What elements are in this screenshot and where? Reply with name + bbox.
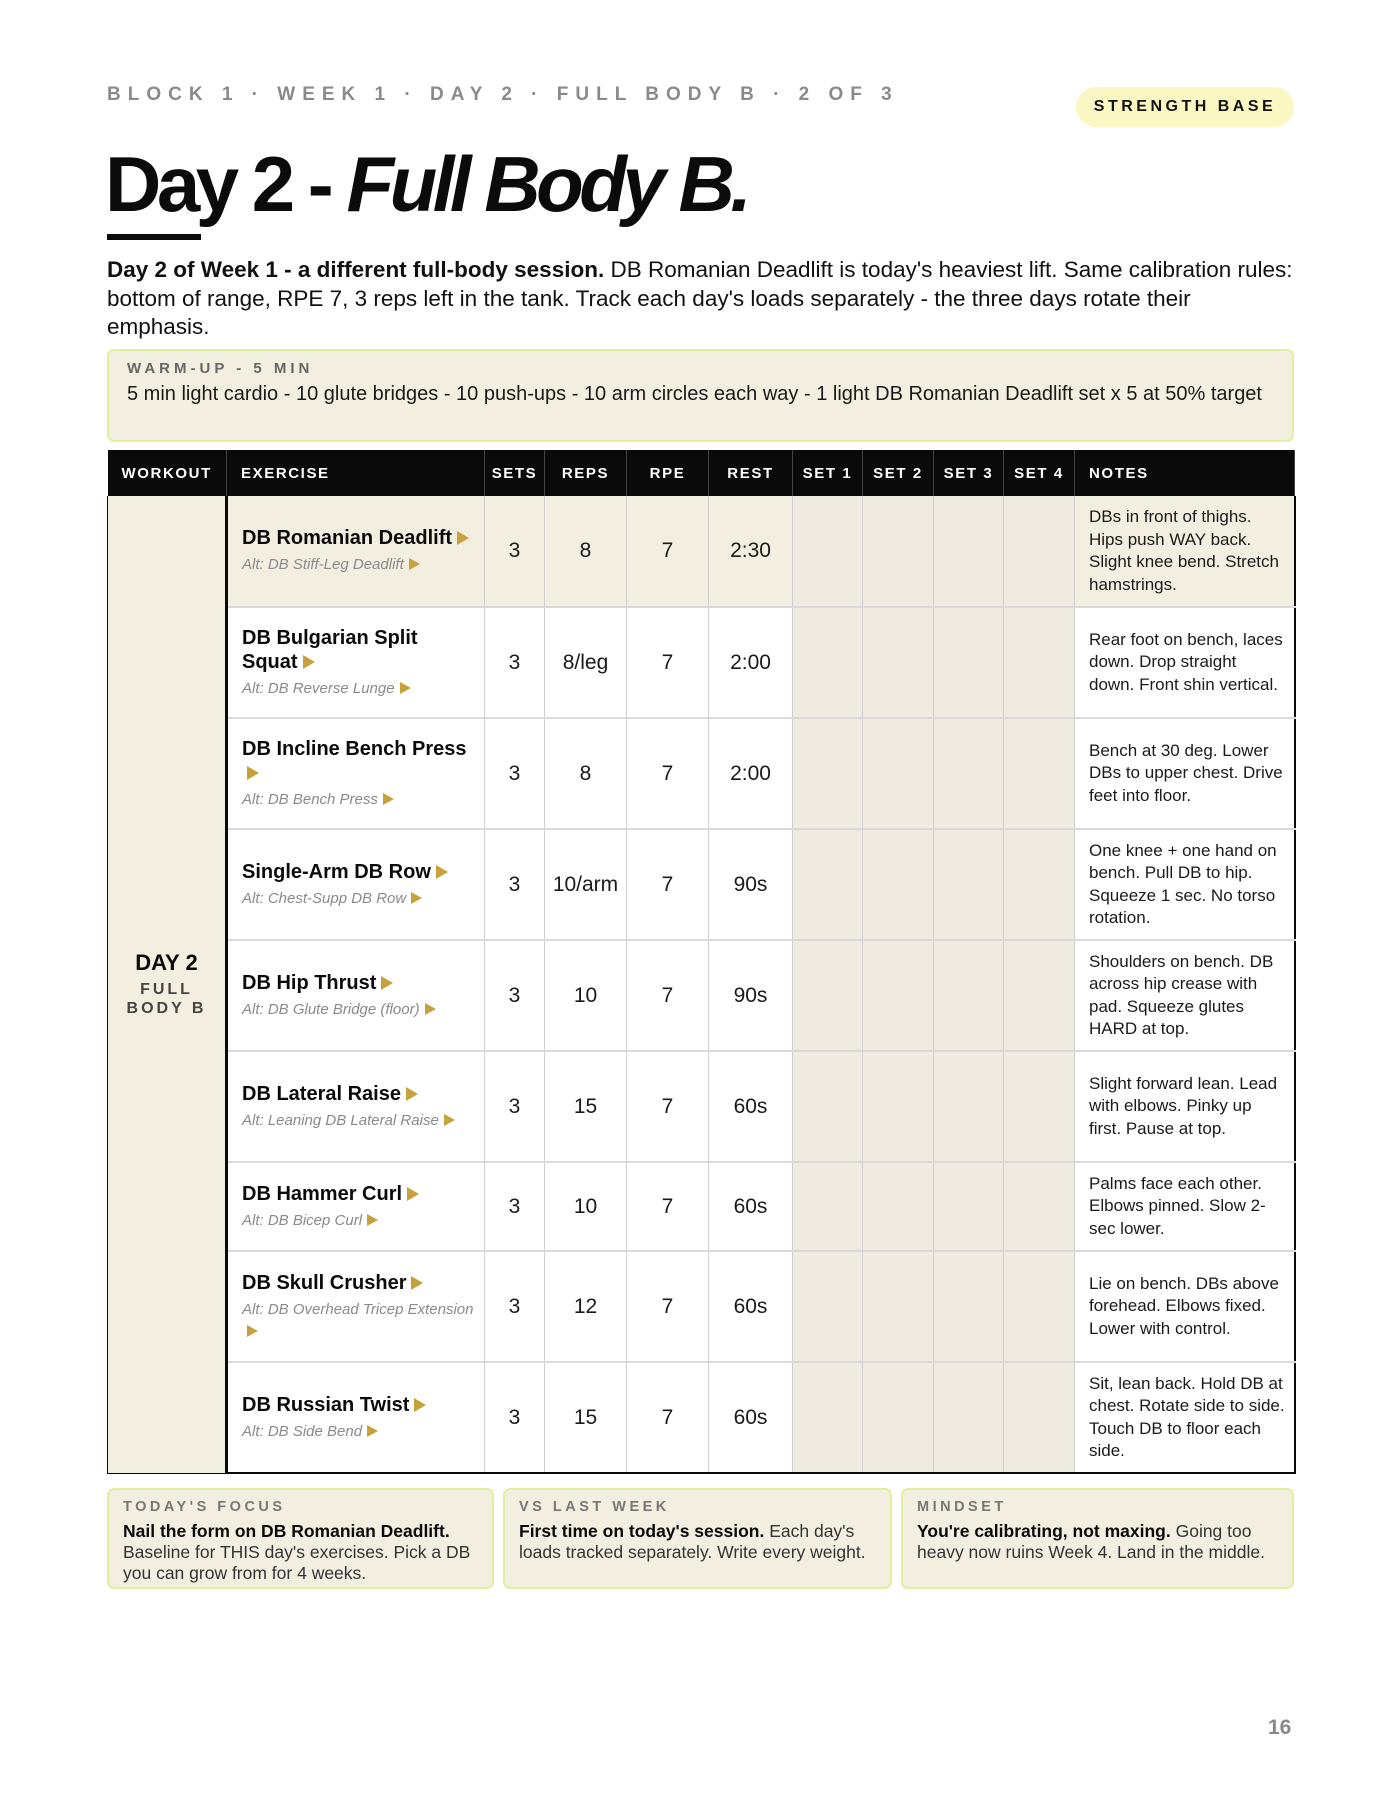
- col-exercise: EXERCISE: [227, 450, 485, 496]
- set-3-entry[interactable]: [934, 718, 1004, 829]
- set-1-entry[interactable]: [793, 1162, 863, 1251]
- play-icon[interactable]: [303, 655, 315, 669]
- rpe-cell: 7: [627, 1251, 709, 1362]
- exercise-alt: Alt: DB Side Bend: [242, 1421, 478, 1443]
- focus-text: Nail the form on DB Romanian Deadlift. Baseline for THIS day's exercises. Pick a DB you can grow from for 4 weeks.: [123, 1521, 471, 1583]
- rest-cell: 90s: [709, 940, 793, 1051]
- mindset-card: [901, 1488, 1294, 1589]
- table-row: [108, 1251, 1295, 1362]
- play-icon[interactable]: [425, 1003, 436, 1015]
- notes-cell: DBs in front of thighs. Hips push WAY back. Slight knee bend. Stretch hamstrings.: [1075, 496, 1295, 607]
- play-icon[interactable]: [247, 1325, 258, 1337]
- sets-cell: 3: [485, 496, 545, 607]
- exercise-name: DB Incline Bench Press: [242, 737, 478, 785]
- col-set-3: SET 3: [934, 450, 1004, 496]
- vs-last-week-label: VS LAST WEEK: [519, 1499, 670, 1515]
- exercise-cell: [227, 496, 485, 607]
- set-4-entry[interactable]: [1004, 607, 1075, 718]
- set-2-entry[interactable]: [863, 1251, 934, 1362]
- col-workout: WORKOUT: [108, 450, 227, 496]
- set-3-entry[interactable]: [934, 496, 1004, 607]
- workout-table: [107, 450, 1296, 1474]
- set-3-entry[interactable]: [934, 1162, 1004, 1251]
- exercise-alt: Alt: DB Stiff-Leg Deadlift: [242, 554, 478, 576]
- set-3-entry[interactable]: [934, 1051, 1004, 1162]
- notes-cell: Sit, lean back. Hold DB at chest. Rotate side to side. Touch DB to floor each side.: [1075, 1362, 1295, 1473]
- exercise-name: DB Hip Thrust: [242, 971, 478, 995]
- workout-day-cell: [108, 496, 227, 1473]
- vs-last-week-text: First time on today's session. Each day's loads tracked separately. Write every weight.: [519, 1521, 866, 1562]
- workout-day-label: DAY 2: [135, 950, 198, 976]
- workout-sub-line-2: BODY B: [126, 1000, 207, 1018]
- rpe-cell: 7: [627, 496, 709, 607]
- rest-cell: 90s: [709, 829, 793, 940]
- col-reps: REPS: [545, 450, 627, 496]
- set-1-entry[interactable]: [793, 829, 863, 940]
- rpe-cell: 7: [627, 1362, 709, 1473]
- sets-cell: 3: [485, 940, 545, 1051]
- reps-cell: 12: [545, 1251, 627, 1362]
- col-set-2: SET 2: [863, 450, 934, 496]
- col-sets: SETS: [485, 450, 545, 496]
- sets-cell: 3: [485, 1162, 545, 1251]
- exercise-alt: Alt: Chest-Supp DB Row: [242, 888, 478, 910]
- exercise-cell: [227, 1362, 485, 1473]
- reps-cell: 8: [545, 496, 627, 607]
- sets-cell: 3: [485, 607, 545, 718]
- exercise-name: DB Hammer Curl: [242, 1182, 478, 1206]
- sets-cell: 3: [485, 718, 545, 829]
- set-4-entry[interactable]: [1004, 718, 1075, 829]
- notes-cell: Lie on bench. DBs above forehead. Elbows fixed. Lower with control.: [1075, 1251, 1295, 1362]
- exercise-name: DB Russian Twist: [242, 1393, 478, 1417]
- program-badge: STRENGTH BASE: [1076, 87, 1294, 127]
- set-3-entry[interactable]: [934, 1362, 1004, 1473]
- exercise-name: DB Romanian Deadlift: [242, 526, 478, 550]
- exercise-name: DB Bulgarian Split Squat: [242, 626, 418, 673]
- mindset-label: MINDSET: [917, 1499, 1007, 1515]
- notes-cell: Bench at 30 deg. Lower DBs to upper chest. Drive feet into floor.: [1075, 718, 1295, 829]
- set-3-entry[interactable]: [934, 940, 1004, 1051]
- exercise-alt: Alt: DB Reverse Lunge: [242, 678, 478, 700]
- exercise-alt: Alt: DB Bench Press: [242, 789, 478, 811]
- reps-cell: 15: [545, 1362, 627, 1473]
- rpe-cell: 7: [627, 829, 709, 940]
- set-1-entry[interactable]: [793, 1362, 863, 1473]
- vs-last-week-card: [503, 1488, 892, 1589]
- intro-body: DB Romanian Deadlift is today's heaviest lift. Same calibration rules: bottom of range, RPE 7, 3 reps left in the tank. Track each day's loads separately - the three days rotate their emphasis.: [107, 257, 1293, 339]
- table-row: [108, 496, 1295, 607]
- set-4-entry[interactable]: [1004, 1362, 1075, 1473]
- play-icon[interactable]: [414, 1398, 426, 1412]
- exercise-alt: Alt: Leaning DB Lateral Raise: [242, 1110, 478, 1132]
- set-1-entry[interactable]: [793, 1251, 863, 1362]
- play-icon[interactable]: [444, 1114, 455, 1126]
- set-2-entry[interactable]: [863, 1362, 934, 1473]
- col-set-4: SET 4: [1004, 450, 1075, 496]
- exercise-cell: [227, 718, 485, 829]
- exercise-alt: Alt: DB Bicep Curl: [242, 1210, 478, 1232]
- exercise-alt: Alt: DB Glute Bridge (floor): [242, 999, 478, 1021]
- play-icon[interactable]: [367, 1425, 378, 1437]
- breadcrumb-kicker: BLOCK 1 · WEEK 1 · DAY 2 · FULL BODY B · 2 OF 3: [107, 84, 899, 105]
- reps-cell: 10: [545, 1162, 627, 1251]
- table-row: [108, 940, 1295, 1051]
- set-4-entry[interactable]: [1004, 1162, 1075, 1251]
- rest-cell: 2:00: [709, 718, 793, 829]
- play-icon[interactable]: [436, 865, 448, 879]
- title-plain: Day 2 -: [105, 140, 347, 228]
- play-icon[interactable]: [411, 892, 422, 904]
- rpe-cell: 7: [627, 940, 709, 1051]
- rest-cell: 2:30: [709, 496, 793, 607]
- focus-card: [107, 1488, 494, 1589]
- set-2-entry[interactable]: [863, 496, 934, 607]
- page-title: [105, 140, 748, 228]
- exercise-cell: [227, 1251, 485, 1362]
- exercise-name: DB Skull Crusher: [242, 1271, 478, 1295]
- rest-cell: 60s: [709, 1162, 793, 1251]
- set-1-entry[interactable]: [793, 1051, 863, 1162]
- set-1-entry[interactable]: [793, 607, 863, 718]
- col-rpe: RPE: [627, 450, 709, 496]
- workout-sub-line-1: FULL: [140, 981, 193, 999]
- set-2-entry[interactable]: [863, 1162, 934, 1251]
- col-rest: REST: [709, 450, 793, 496]
- exercise-alt: Alt: DB Overhead Tricep Extension: [242, 1299, 478, 1343]
- table-header-row: [108, 450, 1295, 496]
- intro-lead: Day 2 of Week 1 - a different full-body session.: [107, 257, 605, 282]
- rest-cell: 2:00: [709, 607, 793, 718]
- warmup-text: 5 min light cardio - 10 glute bridges - 10 push-ups - 10 arm circles each way - 1 light DB Romanian Deadlift set x 5 at 50% target: [127, 383, 1262, 405]
- sets-cell: 3: [485, 829, 545, 940]
- set-4-entry[interactable]: [1004, 829, 1075, 940]
- set-2-entry[interactable]: [863, 940, 934, 1051]
- exercise-cell: [227, 1051, 485, 1162]
- intro-paragraph: [107, 256, 1297, 342]
- set-2-entry[interactable]: [863, 829, 934, 940]
- exercise-cell: [227, 607, 485, 718]
- sets-cell: 3: [485, 1051, 545, 1162]
- title-underline: [107, 234, 201, 240]
- reps-cell: 10/arm: [545, 829, 627, 940]
- reps-cell: 10: [545, 940, 627, 1051]
- set-2-entry[interactable]: [863, 607, 934, 718]
- play-icon[interactable]: [457, 531, 469, 545]
- sets-cell: 3: [485, 1251, 545, 1362]
- play-icon[interactable]: [367, 1214, 378, 1226]
- exercise-cell: [227, 940, 485, 1051]
- warmup-panel: [107, 349, 1294, 442]
- rpe-cell: 7: [627, 607, 709, 718]
- notes-cell: One knee + one hand on bench. Pull DB to hip. Squeeze 1 sec. No torso rotation.: [1075, 829, 1295, 940]
- table-row: [108, 1362, 1295, 1473]
- table-row: [108, 1051, 1295, 1162]
- notes-cell: Shoulders on bench. DB across hip crease with pad. Squeeze glutes HARD at top.: [1075, 940, 1295, 1051]
- exercise-cell: [227, 1162, 485, 1251]
- exercise-name: DB Lateral Raise: [242, 1082, 478, 1106]
- exercise-cell: [227, 829, 485, 940]
- rest-cell: 60s: [709, 1362, 793, 1473]
- notes-cell: Slight forward lean. Lead with elbows. Pinky up first. Pause at top.: [1075, 1051, 1295, 1162]
- page-number: 16: [1268, 1716, 1292, 1739]
- play-icon[interactable]: [400, 682, 411, 694]
- rpe-cell: 7: [627, 1051, 709, 1162]
- table-row: [108, 607, 1295, 718]
- mindset-text: You're calibrating, not maxing. Going too heavy now ruins Week 4. Land in the middle.: [917, 1521, 1265, 1562]
- focus-label: TODAY'S FOCUS: [123, 1499, 286, 1515]
- warmup-label: WARM-UP - 5 MIN: [127, 360, 314, 377]
- rpe-cell: 7: [627, 718, 709, 829]
- set-1-entry[interactable]: [793, 940, 863, 1051]
- set-2-entry[interactable]: [863, 1051, 934, 1162]
- reps-cell: 15: [545, 1051, 627, 1162]
- set-2-entry[interactable]: [863, 718, 934, 829]
- reps-cell: 8: [545, 718, 627, 829]
- set-3-entry[interactable]: [934, 829, 1004, 940]
- play-icon[interactable]: [381, 976, 393, 990]
- set-4-entry[interactable]: [1004, 496, 1075, 607]
- play-icon[interactable]: [406, 1087, 418, 1101]
- table-row: [108, 718, 1295, 829]
- rest-cell: 60s: [709, 1051, 793, 1162]
- set-3-entry[interactable]: [934, 1251, 1004, 1362]
- col-set-1: SET 1: [793, 450, 863, 496]
- reps-cell: 8/leg: [545, 607, 627, 718]
- set-3-entry[interactable]: [934, 607, 1004, 718]
- set-4-entry[interactable]: [1004, 1051, 1075, 1162]
- play-icon[interactable]: [383, 793, 394, 805]
- play-icon[interactable]: [247, 766, 259, 780]
- set-1-entry[interactable]: [793, 496, 863, 607]
- set-4-entry[interactable]: [1004, 940, 1075, 1051]
- exercise-name: Single-Arm DB Row: [242, 860, 478, 884]
- title-italic: Full Body B.: [346, 140, 748, 228]
- play-icon[interactable]: [411, 1276, 423, 1290]
- notes-cell: Rear foot on bench, laces down. Drop straight down. Front shin vertical.: [1075, 607, 1295, 718]
- sets-cell: 3: [485, 1362, 545, 1473]
- rest-cell: 60s: [709, 1251, 793, 1362]
- rpe-cell: 7: [627, 1162, 709, 1251]
- play-icon[interactable]: [407, 1187, 419, 1201]
- notes-cell: Palms face each other. Elbows pinned. Slow 2-sec lower.: [1075, 1162, 1295, 1251]
- set-4-entry[interactable]: [1004, 1251, 1075, 1362]
- set-1-entry[interactable]: [793, 718, 863, 829]
- col-notes: NOTES: [1075, 450, 1295, 496]
- table-row: [108, 1162, 1295, 1251]
- table-row: [108, 829, 1295, 940]
- play-icon[interactable]: [409, 558, 420, 570]
